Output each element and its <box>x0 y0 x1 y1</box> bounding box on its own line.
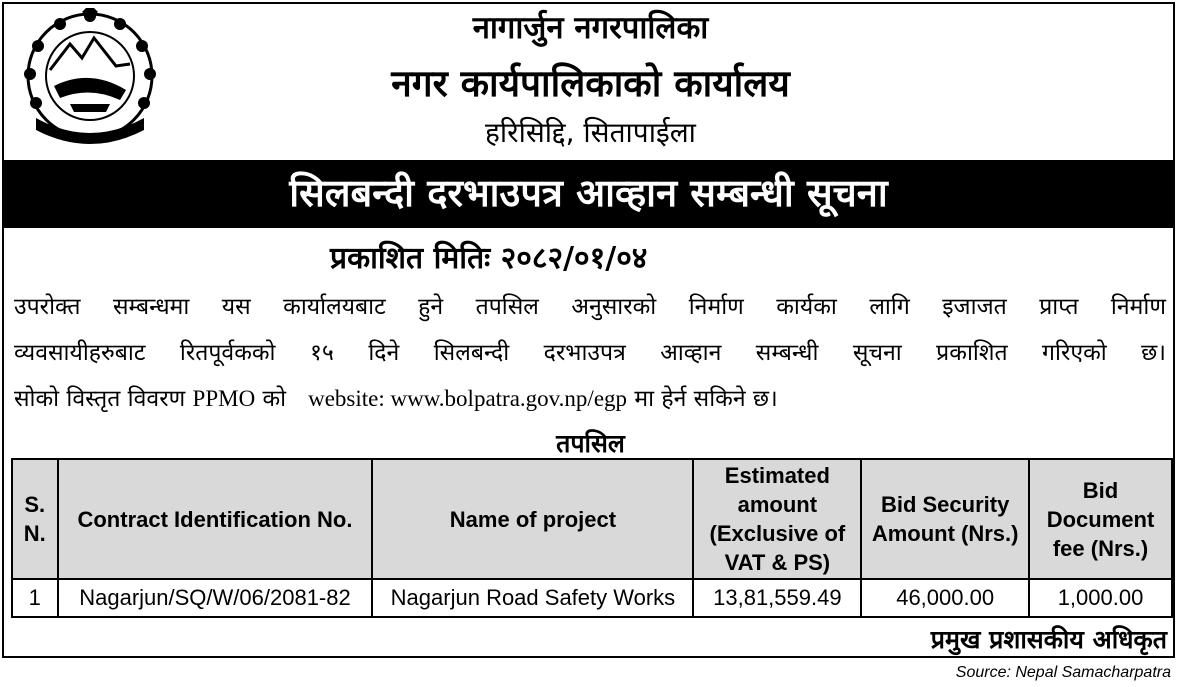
office-address: हरिसिद्दि, सितापाईला <box>485 116 696 149</box>
notice-ko: को <box>262 386 287 412</box>
table-row <box>12 579 1172 617</box>
cell-estimated: 13,81,559.49 <box>693 579 861 617</box>
cell-contract: Nagarjun/SQ/W/06/2081-82 <box>58 579 373 617</box>
notice-line-3-end: मा हेर्न सकिने छ। <box>634 386 778 412</box>
notice-line-1: उपरोक्त सम्बन्धमा यस कार्यालयबाट हुने तपसिल अनुसारको निर्माण कार्यका लागि इजाजत प्राप्त निर्माण <box>14 294 1166 320</box>
tender-table <box>11 458 1173 618</box>
ppmo-text: PPMO <box>192 386 256 411</box>
col-doc-fee-header: Bid Document fee (Nrs.) <box>1029 459 1172 579</box>
municipality-name: नागार्जुन नगरपालिका <box>472 10 709 46</box>
website-link[interactable]: website: www.bolpatra.gov.np/egp <box>308 386 628 411</box>
cell-doc-fee: 1,000.00 <box>1029 579 1172 617</box>
col-estimated-header: Estimated amount (Exclusive of VAT & PS) <box>693 459 861 579</box>
office-name: नगर कार्यपालिकाको कार्यालय <box>391 62 790 105</box>
source-credit: Source: Nepal Samacharpatra <box>955 664 1171 681</box>
signatory-title: प्रमुख प्रशासकीय अधिकृत <box>930 625 1167 654</box>
col-contract-header: Contract Identification No. <box>58 459 373 579</box>
notice-line-2: व्यवसायीहरुबाट रितपूर्वकको १५ दिने सिलबन्दी दरभाउपत्र आव्हान सम्बन्धी सूचना प्रकाशित गरिएको छ। <box>14 340 1166 366</box>
table-header-row <box>12 459 1172 579</box>
cell-project: Nagarjun Road Safety Works <box>372 579 693 617</box>
notice-line-3 <box>14 376 1166 422</box>
col-project-header: Name of project <box>372 459 693 579</box>
schedule-heading: तपसिल <box>556 429 625 458</box>
cell-sn: 1 <box>12 579 58 617</box>
notice-paragraph <box>14 284 1166 422</box>
cell-bid-security: 46,000.00 <box>861 579 1029 617</box>
notice-title-banner: सिलबन्दी दरभाउपत्र आव्हान सम्बन्धी सूचना <box>3 160 1174 228</box>
notice-line-3-text: सोको विस्तृत विवरण <box>14 386 186 412</box>
col-sn-header: S. N. <box>12 459 58 579</box>
col-bid-security-header: Bid Security Amount (Nrs.) <box>861 459 1029 579</box>
published-date: प्रकाशित मितिः २०८२/०१/०४ <box>330 241 648 276</box>
